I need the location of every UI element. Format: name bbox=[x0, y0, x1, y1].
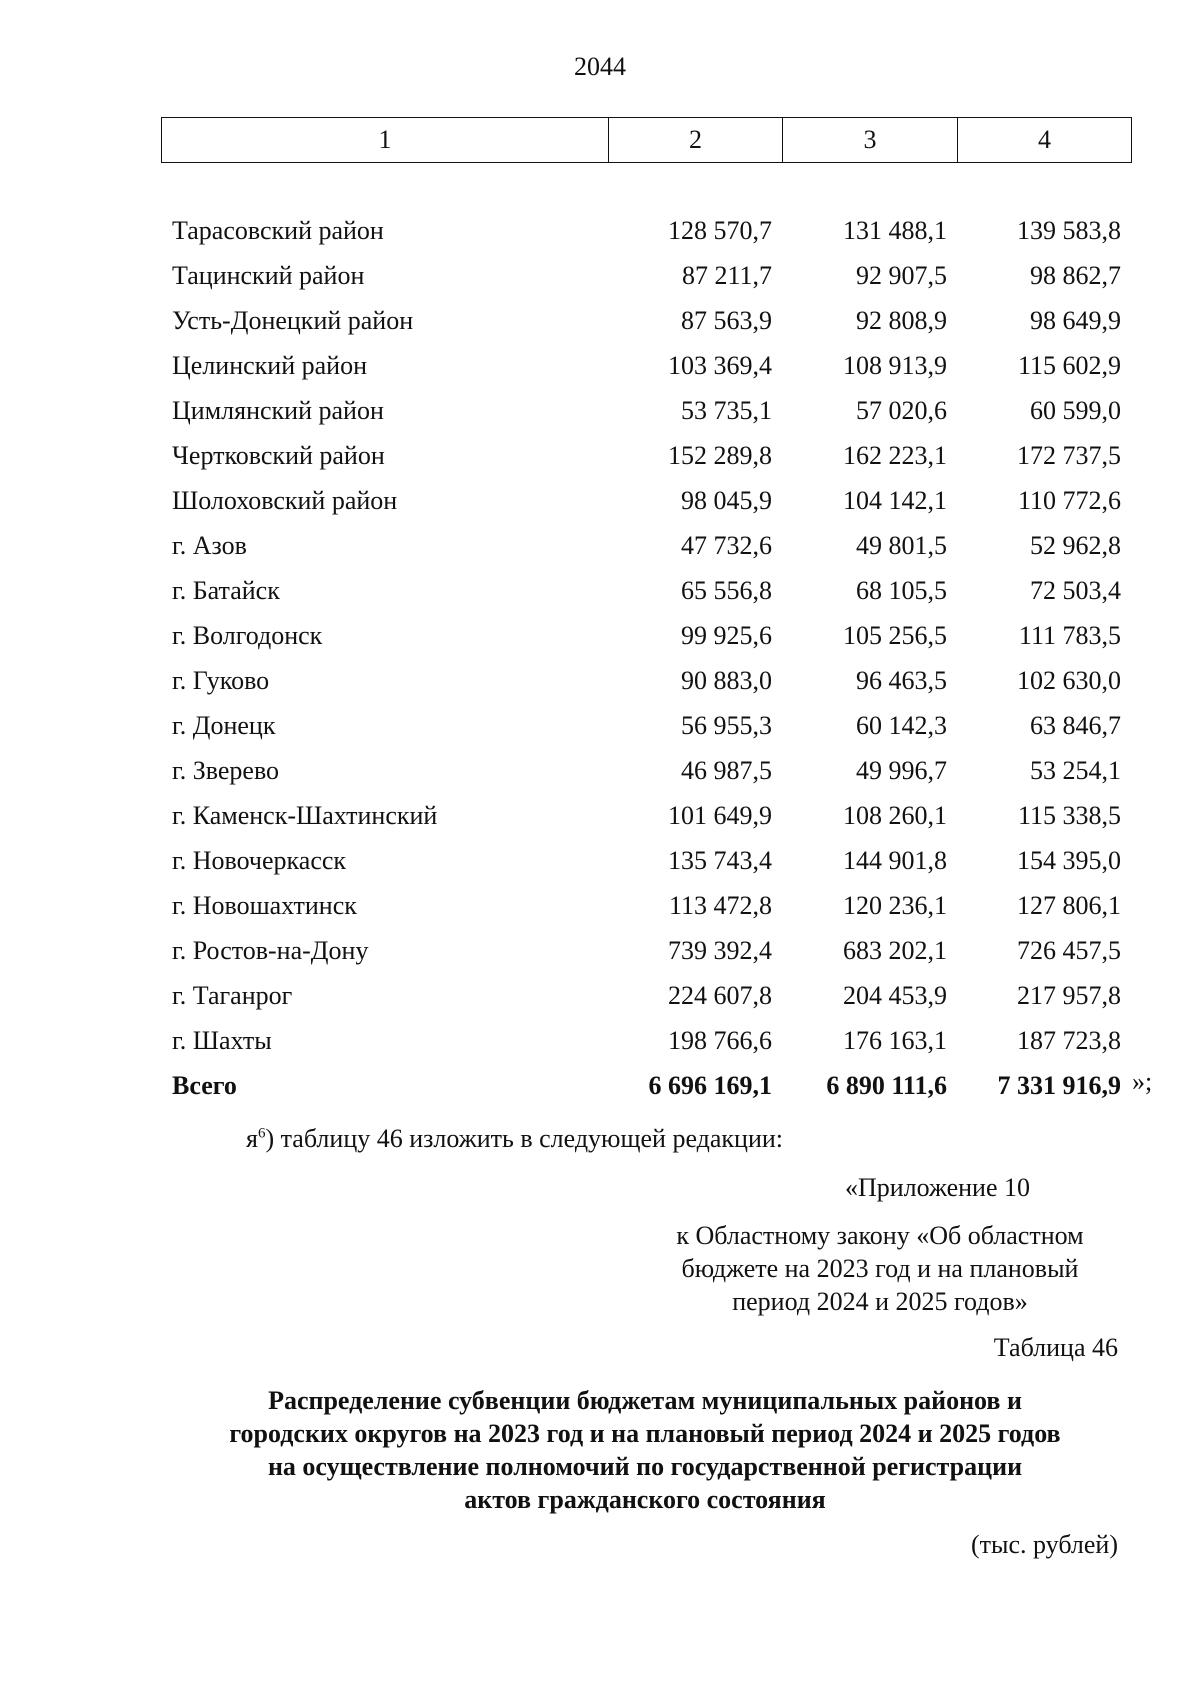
table-row bbox=[161, 568, 1131, 613]
row-value-col3: 162 223,1 bbox=[843, 440, 947, 470]
row-value-col2: 198 766,6 bbox=[668, 1025, 772, 1055]
row-name: Тарасовский район bbox=[172, 215, 384, 245]
row-value-col3: 204 453,9 bbox=[843, 980, 947, 1010]
row-value-col3: 68 105,5 bbox=[856, 575, 947, 605]
table-row bbox=[161, 298, 1131, 343]
table-row bbox=[161, 388, 1131, 433]
row-value-col2: 46 987,5 bbox=[681, 755, 772, 785]
row-value-col2: 65 556,8 bbox=[681, 575, 772, 605]
row-value-col3: 92 808,9 bbox=[856, 305, 947, 335]
table-row bbox=[161, 478, 1131, 523]
table-heading-line: городских округов на 2023 год и на плановый период 2024 и 2025 годов bbox=[229, 1419, 1061, 1448]
appendix-ref-line: бюджете на 2023 год и на плановый bbox=[681, 1254, 1079, 1283]
row-name: Тацинский район bbox=[172, 260, 365, 290]
total-value-col2: 6 696 169,1 bbox=[648, 1070, 772, 1100]
row-value-col4: 98 862,7 bbox=[1030, 260, 1121, 290]
row-name: г. Гуково bbox=[172, 665, 270, 695]
row-value-col3: 92 907,5 bbox=[856, 260, 947, 290]
row-value-col4: 72 503,4 bbox=[1030, 575, 1121, 605]
clause-superscript: 6 bbox=[257, 1125, 266, 1142]
row-value-col4: 187 723,8 bbox=[1017, 1025, 1121, 1055]
row-name: г. Зверево bbox=[172, 755, 280, 785]
row-value-col4: 115 338,5 bbox=[1017, 800, 1121, 830]
row-name: Цимлянский район bbox=[172, 395, 384, 425]
row-value-col4: 154 395,0 bbox=[1017, 845, 1121, 875]
table-heading-line: Распределение субвенции бюджетам муниципальных районов и bbox=[268, 1386, 1022, 1415]
appendix-reference bbox=[640, 1219, 1120, 1318]
table-heading bbox=[160, 1384, 1130, 1516]
appendix-ref-line: период 2024 и 2025 годов» bbox=[732, 1287, 1028, 1316]
row-value-col2: 101 649,9 bbox=[668, 800, 772, 830]
row-value-col4: 127 806,1 bbox=[1017, 890, 1121, 920]
row-value-col3: 108 913,9 bbox=[843, 350, 947, 380]
row-value-col3: 120 236,1 bbox=[843, 890, 947, 920]
row-value-col4: 53 254,1 bbox=[1030, 755, 1121, 785]
page-number: 2044 bbox=[574, 52, 626, 81]
row-value-col4: 115 602,9 bbox=[1017, 350, 1121, 380]
row-value-col4: 726 457,5 bbox=[1017, 935, 1121, 965]
clause-letter: я bbox=[246, 1124, 258, 1153]
row-name: г. Каменск-Шахтинский bbox=[172, 800, 438, 830]
row-value-col2: 128 570,7 bbox=[668, 215, 772, 245]
row-value-col2: 739 392,4 bbox=[668, 935, 772, 965]
table-heading-line: на осуществление полномочий по государственной регистрации bbox=[267, 1452, 1023, 1481]
total-value-col3: 6 890 111,6 bbox=[826, 1070, 947, 1100]
appendix-ref-line: к Областному закону «Об областном bbox=[676, 1221, 1084, 1250]
table-row bbox=[161, 343, 1131, 388]
row-value-col4: 60 599,0 bbox=[1030, 395, 1121, 425]
row-name: г. Таганрог bbox=[172, 980, 293, 1010]
row-name: Шолоховский район bbox=[172, 485, 398, 515]
row-value-col2: 87 563,9 bbox=[681, 305, 772, 335]
row-value-col2: 103 369,4 bbox=[668, 350, 772, 380]
units-label: (тыс. рублей) bbox=[970, 1530, 1118, 1559]
row-value-col2: 99 925,6 bbox=[681, 620, 772, 650]
data-table bbox=[161, 208, 1131, 1108]
row-name: г. Новошахтинск bbox=[172, 890, 357, 920]
table-row bbox=[161, 613, 1131, 658]
row-value-col4: 139 583,8 bbox=[1017, 215, 1121, 245]
row-name: Целинский район bbox=[172, 350, 367, 380]
row-name: г. Донецк bbox=[172, 710, 276, 740]
row-name: Чертковский район bbox=[172, 440, 385, 470]
row-value-col4: 217 957,8 bbox=[1017, 980, 1121, 1010]
appendix-title: «Приложение 10 bbox=[844, 1173, 1030, 1202]
row-name: г. Ростов-на-Дону bbox=[172, 935, 369, 965]
row-value-col2: 56 955,3 bbox=[681, 710, 772, 740]
row-name: г. Азов bbox=[172, 530, 247, 560]
row-value-col4: 110 772,6 bbox=[1017, 485, 1121, 515]
clause-text: ) таблицу 46 изложить в следующей редакции: bbox=[265, 1124, 784, 1153]
row-value-col3: 108 260,1 bbox=[843, 800, 947, 830]
table-row bbox=[161, 838, 1131, 883]
column-number-1: 1 bbox=[162, 118, 609, 163]
row-value-col2: 53 735,1 bbox=[681, 395, 772, 425]
row-value-col2: 90 883,0 bbox=[681, 665, 772, 695]
amendment-clause bbox=[246, 1124, 783, 1154]
row-value-col3: 104 142,1 bbox=[843, 485, 947, 515]
row-value-col3: 105 256,5 bbox=[843, 620, 947, 650]
row-value-col2: 152 289,8 bbox=[668, 440, 772, 470]
table-row bbox=[161, 793, 1131, 838]
table-heading-line: актов гражданского состояния bbox=[464, 1485, 826, 1514]
row-value-col3: 49 996,7 bbox=[856, 755, 947, 785]
row-value-col3: 683 202,1 bbox=[843, 935, 947, 965]
row-name: г. Новочеркасск bbox=[172, 845, 347, 875]
table-row bbox=[161, 208, 1131, 253]
row-value-col3: 144 901,8 bbox=[843, 845, 947, 875]
table-row bbox=[161, 703, 1131, 748]
row-value-col2: 87 211,7 bbox=[681, 260, 772, 290]
row-name: г. Шахты bbox=[172, 1025, 272, 1055]
table-row bbox=[161, 748, 1131, 793]
table-label: Таблица 46 bbox=[993, 1333, 1118, 1362]
total-closing-quote: »; bbox=[1132, 1067, 1153, 1096]
column-number-3: 3 bbox=[783, 118, 958, 163]
row-value-col3: 49 801,5 bbox=[856, 530, 947, 560]
column-number-header bbox=[161, 117, 1132, 163]
row-value-col4: 102 630,0 bbox=[1017, 665, 1121, 695]
table-row bbox=[161, 928, 1131, 973]
table-row bbox=[161, 883, 1131, 928]
row-value-col4: 63 846,7 bbox=[1030, 710, 1121, 740]
table-row bbox=[161, 433, 1131, 478]
column-number-2: 2 bbox=[609, 118, 783, 163]
row-value-col2: 224 607,8 bbox=[668, 980, 772, 1010]
row-value-col3: 60 142,3 bbox=[856, 710, 947, 740]
row-value-col4: 98 649,9 bbox=[1030, 305, 1121, 335]
total-value-col4: 7 331 916,9 bbox=[997, 1070, 1121, 1100]
row-value-col4: 52 962,8 bbox=[1030, 530, 1121, 560]
total-label: Всего bbox=[172, 1070, 237, 1100]
row-value-col4: 172 737,5 bbox=[1017, 440, 1121, 470]
table-row bbox=[161, 973, 1131, 1018]
row-name: г. Батайск bbox=[172, 575, 280, 605]
table-row bbox=[161, 523, 1131, 568]
table-row bbox=[161, 253, 1131, 298]
row-value-col3: 96 463,5 bbox=[856, 665, 947, 695]
row-name: Усть-Донецкий район bbox=[172, 305, 414, 335]
row-value-col2: 47 732,6 bbox=[681, 530, 772, 560]
row-value-col2: 98 045,9 bbox=[681, 485, 772, 515]
row-value-col2: 135 743,4 bbox=[668, 845, 772, 875]
table-row bbox=[161, 1018, 1131, 1063]
row-value-col4: 111 783,5 bbox=[1018, 620, 1121, 650]
row-name: г. Волгодонск bbox=[172, 620, 323, 650]
row-value-col3: 131 488,1 bbox=[843, 215, 947, 245]
table-row bbox=[161, 658, 1131, 703]
row-value-col3: 176 163,1 bbox=[843, 1025, 947, 1055]
total-row bbox=[161, 1063, 1131, 1108]
row-value-col3: 57 020,6 bbox=[856, 395, 947, 425]
row-value-col2: 113 472,8 bbox=[668, 890, 772, 920]
column-number-4: 4 bbox=[958, 118, 1132, 163]
